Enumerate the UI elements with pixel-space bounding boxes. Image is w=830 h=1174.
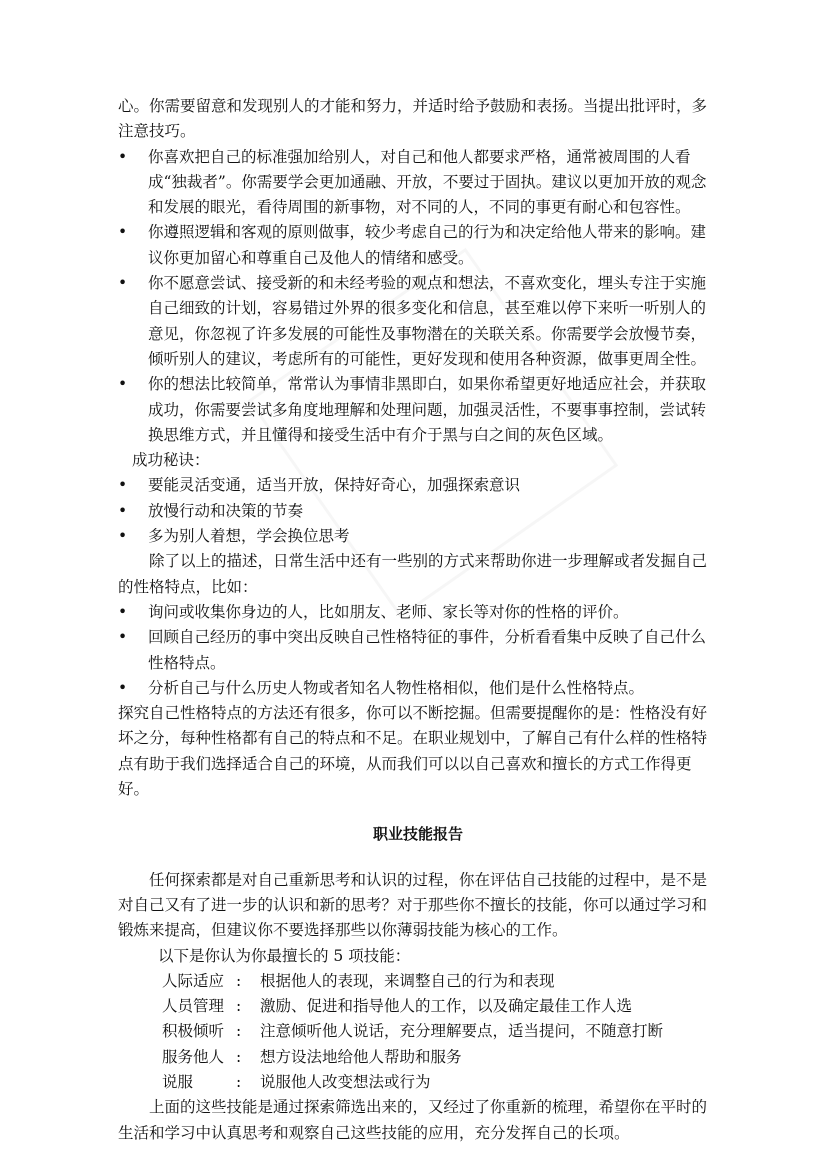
skill-name: 人际适应 bbox=[162, 971, 225, 990]
skill-separator: : bbox=[236, 997, 242, 1016]
list-item bbox=[118, 676, 718, 701]
section-heading: 职业技能报告 bbox=[372, 825, 463, 844]
list-item bbox=[118, 220, 718, 271]
bullet-text: 你的想法比较简单，常常认为事情非黑即白，如果你希望更好地适应社会，并获取成功，你需要尝试多角度地理解和处理问题，加强灵活性，不要事事控制，尝试转换思维方式，并且懂得和接受生活中有介于黑与白之间的灰色区域。 bbox=[148, 375, 707, 444]
bullet-text: 你遵照逻辑和客观的原则做事，较少考虑自己的行为和决定给他人带来的影响。建议你更加留心和尊重自己及他人的情绪和感受。 bbox=[148, 223, 707, 267]
bullet-marker: • bbox=[118, 476, 128, 495]
skills-list-title: 以下是你认为你最擅长的 5 项技能： bbox=[158, 946, 411, 965]
bullet-text: 分析自己与什么历史人物或者知名人物性格相似，他们是什么性格特点。 bbox=[148, 678, 645, 697]
bullet-text: 询问或收集你身边的人，比如朋友、老师、家长等对你的性格的评价。 bbox=[148, 602, 629, 621]
skill-separator: : bbox=[236, 1022, 242, 1041]
bullet-text: 放慢行动和决策的节奏 bbox=[148, 501, 304, 520]
skill-row bbox=[162, 1019, 718, 1044]
skill-row bbox=[162, 969, 718, 994]
other-methods-intro: 除了以上的描述，日常生活中还有一些别的方式来帮助你进一步理解或者发掘自己的性格特点，比如： bbox=[118, 552, 708, 596]
bullet-marker: • bbox=[118, 375, 128, 394]
skills-closing-paragraph: 上面的这些技能是通过探索筛选出来的，又经过了你重新的梳理，希望你在平时的生活和学习中认真思考和观察自己这些技能的应用，充分发挥自己的长项。 bbox=[118, 1098, 708, 1142]
bullet-marker: • bbox=[118, 274, 128, 293]
skill-name: 服务他人 bbox=[162, 1047, 225, 1066]
bullet-marker: • bbox=[118, 527, 128, 546]
skill-description: 注意倾听他人说话，充分理解要点，适当提问，不随意打断 bbox=[260, 1022, 664, 1041]
bullet-marker: • bbox=[118, 223, 128, 242]
continued-paragraph: 心。你需要留意和发现别人的才能和努力，并适时给予鼓励和表扬。当提出批评时，多注意技巧。 bbox=[118, 97, 708, 141]
bullet-text: 回顾自己经历的事中突出反映自己性格特征的事件，分析看看集中反映了自己什么性格特点。 bbox=[148, 628, 707, 672]
bullet-text: 多为别人着想，学会换位思考 bbox=[148, 527, 350, 546]
bullet-text: 你不愿意尝试、接受新的和未经考验的观点和想法，不喜欢变化，埋头专注于实施自己细致的计划，容易错过外界的很多变化和信息，甚至难以停下来听一听别人的意见，你忽视了许多发展的可能性及事物潜在的关联关系。你需要学会放慢节奏，倾听别人的建议，考虑所有的可能性，更好发现和使用各种资源，做事更周全性。 bbox=[148, 274, 707, 368]
bullet-marker: • bbox=[118, 501, 128, 520]
skill-row bbox=[162, 994, 718, 1019]
document-page bbox=[118, 94, 718, 1146]
skill-description: 说服他人改变想法或行为 bbox=[260, 1072, 431, 1091]
bullet-text: 你喜欢把自己的标准强加给别人，对自己和他人都要求严格，通常被周围的人看成“独裁者”。你需要学会更加通融、开放，不要过于固执。建议以更加开放的观念和发展的眼光，看待周围的新事物，对不同的人，不同的事更有耐心和包容性。 bbox=[148, 147, 707, 217]
skill-name: 人员管理 bbox=[162, 997, 225, 1016]
skill-description: 想方设法地给他人帮助和服务 bbox=[260, 1047, 462, 1066]
skill-row bbox=[162, 1070, 718, 1095]
skill-name: 积极倾听 bbox=[162, 1022, 225, 1041]
bullet-marker: • bbox=[118, 147, 128, 166]
bullet-marker: • bbox=[118, 628, 128, 647]
list-item bbox=[118, 145, 718, 221]
skill-description: 激励、促进和指导他人的工作，以及确定最佳工作人选 bbox=[260, 997, 633, 1016]
success-title: 成功秘诀： bbox=[132, 451, 210, 470]
skills-intro-paragraph: 任何探索都是对自己重新思考和认识的过程，你在评估自己技能的过程中，是不是对自己又有了进一步的认识和新的思考？对于那些你不擅长的技能，你可以通过学习和锻炼来提高，但建议你不要选择那些以你薄弱技能为核心的工作。 bbox=[118, 870, 708, 940]
list-item bbox=[118, 625, 718, 676]
skill-row bbox=[162, 1045, 718, 1070]
skill-name: 说服 bbox=[162, 1072, 194, 1091]
skill-separator: : bbox=[236, 1072, 242, 1091]
skill-separator: : bbox=[236, 971, 242, 990]
bullet-marker: • bbox=[118, 602, 128, 621]
bullet-marker: • bbox=[118, 678, 128, 697]
skill-description: 根据他人的表现，来调整自己的行为和表现 bbox=[260, 971, 555, 990]
personality-closing-paragraph: 探究自己性格特点的方法还有很多，你可以不断挖掘。但需要提醒你的是：性格没有好坏之分，每种性格都有自己的特点和不足。在职业规划中，了解自己有什么样的性格特点有助于我们选择适合自己的环境，从而我们可以以自己喜欢和擅长的方式工作得更好。 bbox=[118, 704, 708, 799]
skill-separator: : bbox=[236, 1047, 242, 1066]
bullet-text: 要能灵活变通，适当开放，保持好奇心，加强探索意识 bbox=[148, 476, 521, 495]
